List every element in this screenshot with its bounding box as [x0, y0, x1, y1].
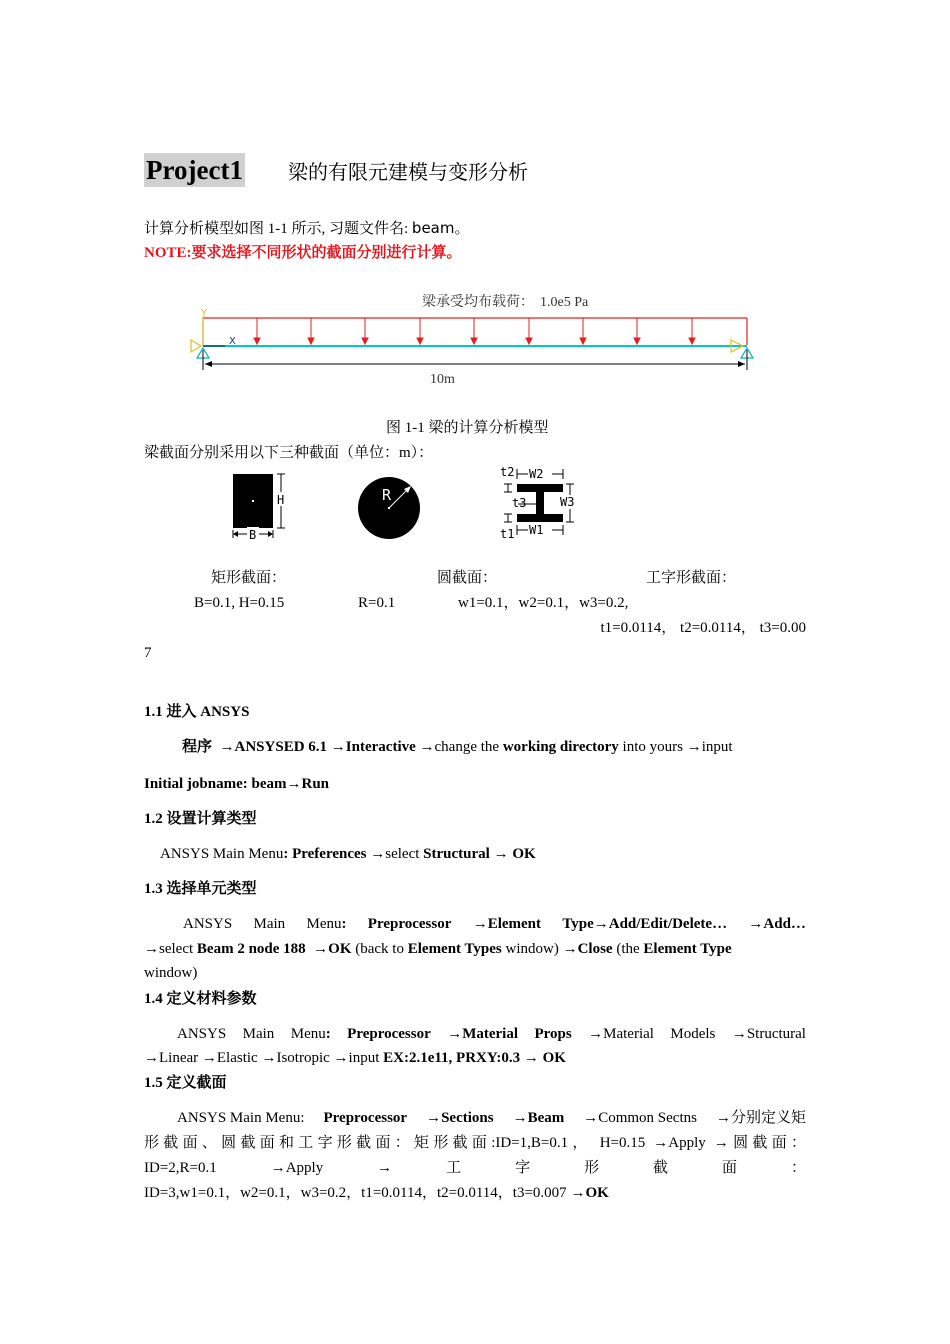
ibeam-section-name: 工字形截面： — [646, 570, 737, 586]
s15-l4-a: ID=3,w1=0.1，w2=0.1，w3=0.2，t1=0.0114，t2=0.0114，t3=0.007 — [144, 1185, 567, 1201]
ibeam-w3-label: W3 — [560, 495, 575, 509]
s14-w5: →Material — [447, 1026, 519, 1042]
s13-w2: Menu: — [306, 916, 347, 932]
load-arrow — [417, 318, 423, 344]
rect-b-label: B — [249, 528, 257, 542]
s14-d: input — [348, 1050, 380, 1066]
right-support — [731, 340, 753, 358]
s13-a: select — [159, 941, 194, 957]
load-arrow — [526, 318, 532, 344]
ibeam-section-values-3: 7 — [144, 645, 152, 661]
s13-c: OK — [328, 941, 352, 957]
s13-d: (back to — [355, 941, 404, 957]
s13-w0: ANSYS — [183, 916, 233, 932]
left-support — [191, 340, 209, 358]
y-axis-label: Y — [201, 308, 208, 319]
s13-w4: Preprocessor — [367, 916, 452, 932]
s14-b: Elastic — [216, 1050, 258, 1066]
circle-section-name: 圆截面： — [437, 570, 498, 586]
s14-w1: Main — [242, 1026, 275, 1042]
load-arrow — [254, 318, 260, 344]
s14-a: Linear — [159, 1050, 199, 1066]
file-name: beam — [411, 219, 455, 237]
s12-e: OK — [512, 846, 536, 862]
s15-l3-4: 字 — [515, 1160, 531, 1176]
ibeam-web — [536, 492, 544, 516]
s13-h: (the — [616, 941, 640, 957]
s15-l3-2: → — [377, 1160, 393, 1176]
heading-1-4: 1.4 定义材料参数 — [144, 991, 257, 1007]
s15-w3: →Beam — [512, 1110, 565, 1126]
dim-arrow-right — [738, 361, 745, 367]
ibeam-bottom-flange — [517, 514, 563, 522]
s12-a: ANSYS Main Menu — [160, 846, 284, 862]
s11-h: Initial jobname: beam — [144, 776, 287, 792]
s11-a: 程序 — [182, 739, 213, 755]
step-1-5-line3 — [144, 1156, 806, 1180]
circle-section-values: R=0.1 — [358, 595, 396, 611]
heading-1-3: 1.3 选择单元类型 — [144, 881, 257, 897]
s14-f: OK — [542, 1050, 566, 1066]
load-label: 梁承受均布载荷： — [422, 294, 534, 310]
s13-w1: Main — [253, 916, 286, 932]
step-1-5-line2: 形截面、圆截面和工字形截面：矩形截面:ID=1,B=0.1， H=0.15 →Apply →圆截面： — [144, 1135, 806, 1151]
ibeam-t1-label: t1 — [500, 527, 515, 541]
s15-l3-7: 面 — [722, 1160, 738, 1176]
rect-section-values: B=0.1, H=0.15 — [194, 595, 285, 611]
s14-w0: ANSYS — [177, 1026, 227, 1042]
ibeam-w1-label: W1 — [529, 523, 544, 537]
step-1-3-line1 — [183, 912, 806, 936]
intro-line — [144, 216, 470, 241]
load-arrow — [308, 318, 314, 344]
s11-d: change the — [434, 739, 500, 755]
load-arrow — [689, 318, 695, 344]
load-arrow — [580, 318, 586, 344]
ibeam-section-figure — [498, 464, 586, 542]
rect-h-label: H — [277, 493, 285, 507]
s15-l4-b: OK — [585, 1185, 609, 1201]
heading-1-5: 1.5 定义截面 — [144, 1075, 227, 1091]
step-1-4-line1 — [177, 1022, 806, 1046]
s14-w6: Props — [534, 1026, 572, 1042]
load-value: 1.0e5 Pa — [540, 295, 589, 310]
rect-section-figure — [228, 470, 296, 544]
s11-g: input — [701, 739, 733, 755]
rect-section-name: 矩形截面： — [211, 570, 287, 586]
ibeam-w2-label: W2 — [529, 467, 544, 481]
x-axis-label: X — [229, 336, 236, 347]
ibeam-section-values-1: w1=0.1，w2=0.1，w3=0.2, — [458, 595, 629, 611]
s15-l3-1: →Apply — [270, 1160, 324, 1176]
s14-w4: Preprocessor — [347, 1026, 431, 1042]
ibeam-t3-label: t3 — [512, 496, 527, 510]
ibeam-t2-label: t2 — [500, 465, 515, 479]
s15-w2: →Sections — [426, 1110, 494, 1126]
s13-b: Beam 2 node 188 — [196, 941, 306, 957]
s12-b: : Preferences — [283, 846, 367, 862]
ibeam-top-flange — [517, 484, 563, 492]
s15-l3-3: 工 — [446, 1160, 462, 1176]
figure-caption: 图 1-1 梁的计算分析模型 — [386, 420, 549, 436]
circle-r-label: R — [382, 486, 392, 504]
s11-c: Interactive — [345, 739, 416, 755]
note-text: NOTE:要求选择不同形状的截面分别进行计算。 — [144, 245, 462, 261]
s15-l3-6: 截 — [653, 1160, 669, 1176]
s14-c: Isotropic — [276, 1050, 330, 1066]
dim-arrow-left — [205, 361, 212, 367]
s13-i: Element Type — [643, 941, 732, 957]
s15-l3-0: ID=2,R=0.1 — [144, 1160, 217, 1176]
s15-w4: →Common Sectns — [583, 1110, 697, 1126]
s15-l3-8: ： — [790, 1160, 806, 1176]
load-arrow — [634, 318, 640, 344]
rect-centroid — [252, 500, 254, 502]
circle-section-figure — [356, 474, 424, 542]
step-1-3-line3: window) — [144, 965, 198, 981]
s12-c: select — [385, 846, 420, 862]
s13-g: Close — [577, 941, 613, 957]
s13-w6: Type→Add/Edit/Delete… — [562, 916, 728, 932]
load-arrow — [471, 318, 477, 344]
s15-w5: →分别定义矩 — [715, 1110, 806, 1126]
s13-w5: →Element — [472, 916, 542, 932]
s14-e: EX:2.1e11, PRXY:0.3 — [383, 1050, 521, 1066]
s15-l3-5: 形 — [584, 1160, 600, 1176]
s11-f: into yours — [622, 739, 683, 755]
s11-e: working directory — [502, 739, 619, 755]
s13-f: window) — [505, 941, 559, 957]
step-1-2-line: ANSYS Main Menu: Preferences →select Structural → OK — [160, 846, 536, 862]
sections-intro: 梁截面分别采用以下三种截面（单位：m）： — [144, 445, 434, 461]
s14-w8: Models — [670, 1026, 716, 1042]
ibeam-section-values-2: t1=0.0114， t2=0.0114， t3=0.00 — [600, 620, 806, 636]
step-1-5-line4: ID=3,w1=0.1，w2=0.1，w3=0.2，t1=0.0114，t2=0.0114，t3=0.007 →OK — [144, 1185, 609, 1201]
s12-d: Structural — [423, 846, 490, 862]
s13-e: Element Types — [407, 941, 502, 957]
page-title: 梁的有限元建模与变形分析 — [288, 160, 528, 184]
step-1-5-line1 — [177, 1106, 806, 1130]
length-label: 10m — [430, 372, 455, 387]
s13-w7: →Add… — [748, 916, 806, 932]
step-1-3-line2: →select Beam 2 node 188 →OK (back to Element Types window) →Close (the Element Type — [144, 941, 732, 957]
heading-1-2: 1.2 设置计算类型 — [144, 811, 257, 827]
step-1-4-line2: →Linear →Elastic →Isotropic →input EX:2.1e11, PRXY:0.3 → OK — [144, 1050, 566, 1066]
load-arrow — [362, 318, 368, 344]
intro-prefix: 计算分析模型如图 1-1 所示, 习题文件名: — [144, 221, 412, 237]
beam-model-figure — [185, 288, 765, 388]
s15-w1: Preprocessor — [323, 1110, 408, 1126]
s14-w7: →Material — [588, 1026, 654, 1042]
s11-b: ANSYSED 6.1 — [234, 739, 328, 755]
s11-i: Run — [301, 776, 330, 792]
s14-w2: Menu: — [290, 1026, 331, 1042]
heading-1-1: 1.1 进入 ANSYS — [144, 704, 250, 720]
load-arrows — [254, 318, 695, 344]
step-1-1-line2: Initial jobname: beam→Run — [144, 776, 330, 792]
s14-w9: →Structural — [731, 1026, 806, 1042]
s15-w0: ANSYS Main Menu: — [177, 1110, 305, 1126]
intro-suffix: 。 — [454, 221, 470, 237]
project-label: Project1 — [146, 155, 243, 185]
step-1-1-line1: 程序 →ANSYSED 6.1 →Interactive →change the working directory into yours →input — [182, 739, 733, 755]
